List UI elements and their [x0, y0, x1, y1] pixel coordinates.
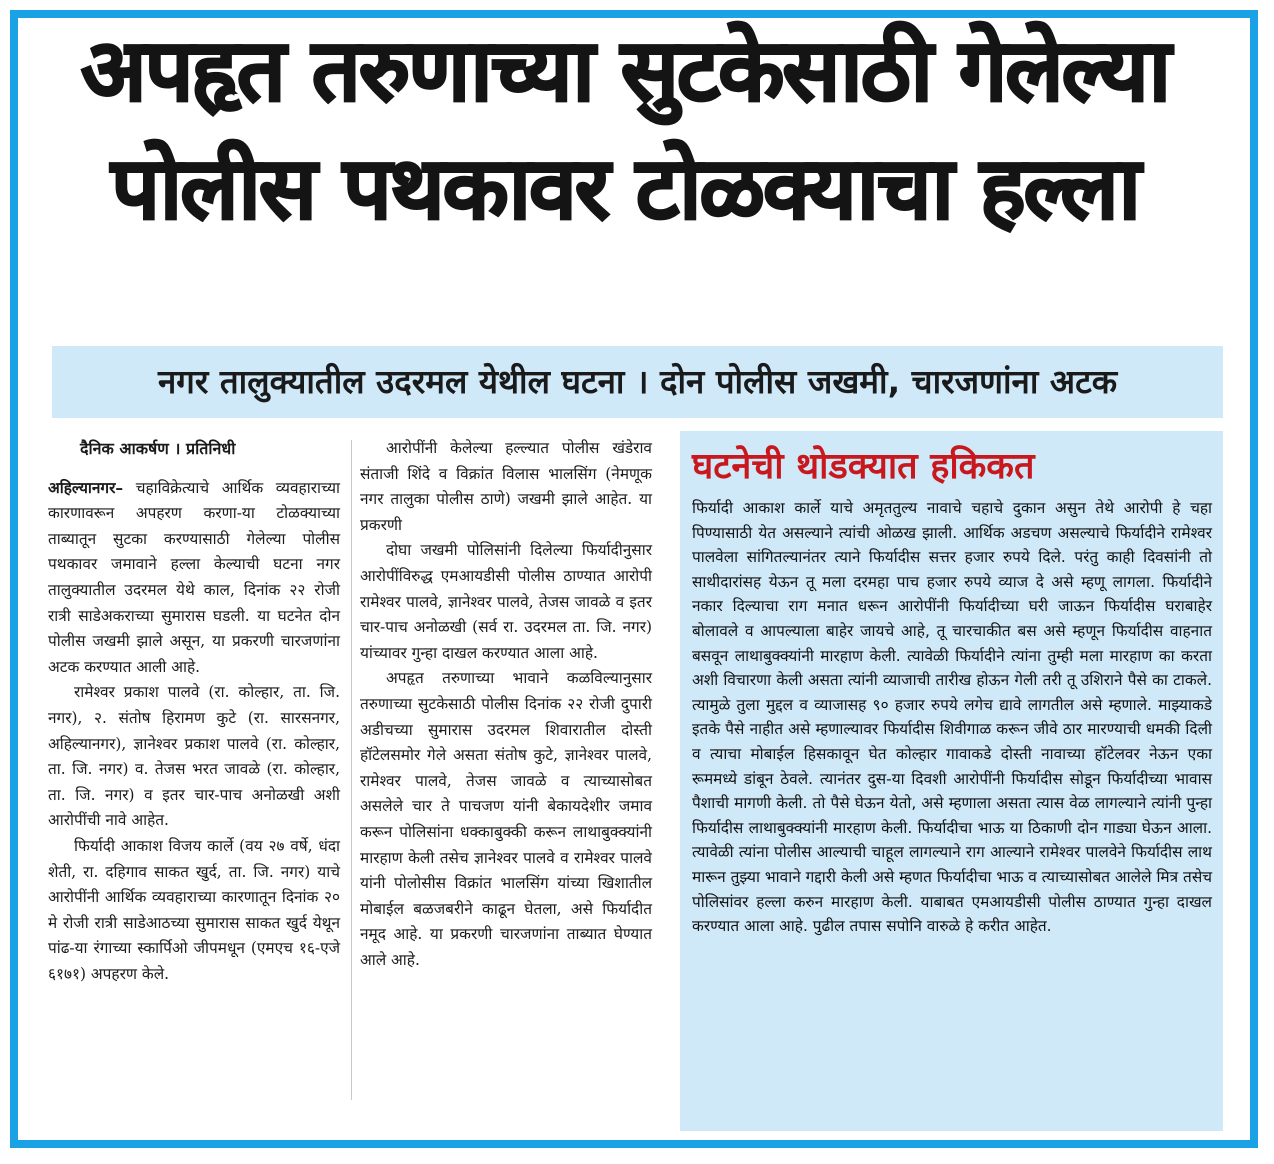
summary-box-title: घटनेची थोडक्यात हकिकत	[692, 446, 1035, 487]
subheadline: नगर तालुक्यातील उदरमल येथील घटना । दोन पोलीस जखमी, चारजणांना अटक	[157, 362, 1118, 401]
headline	[10, 12, 1240, 248]
article-paragraph-5: दोघा जखमी पोलिसांनी दिलेल्या फिर्यादीनुसार आरोपींविरुद्ध एमआयडीसी पोलीस ठाण्यात आरोपी रामेश्वर पालवे, ज्ञानेश्वर पालवे, तेजस जावळे व इतर चार-पाच अनोळखी (सर्व रा. उदरमल ता. जि. नगर) यांच्यावर गुन्हा दाखल करण्यात आला आहे.	[360, 541, 652, 662]
article-paragraph-2: रामेश्वर प्रकाश पालवे (रा. कोल्हार, ता. जि. नगर), २. संतोष हिरामण कुटे (रा. सारसनगर, अहिल्यानगर), ज्ञानेश्वर प्रकाश पालवे (रा. कोल्हार, ता. जि. नगर) व. तेजस भरत जावळे (रा. कोल्हार, ता. जि. नगर) व इतर चार-पाच अनोळखी अशी आरोपींची नावे आहेत.	[48, 683, 340, 830]
article-paragraph-3: फिर्यादी आकाश विजय कार्ले (वय २७ वर्षे, धंदा शेती, रा. दहिगाव साकत खुर्द, ता. जि. नगर) याचे आरोपींनी आर्थिक व्यवहाराच्या कारणातून दिनांक २० मे रोजी रात्री साडेआठच्या सुमारास साकत खुर्द येथून पांढ-या रंगाच्या स्कार्पिओ जीपमधून (एमएच १६-एजे ६१७१) अपहरण केले.	[48, 836, 340, 983]
headline-line-2: पोलीस पथकावर टोळक्याचा हल्ला	[111, 139, 1139, 239]
article-column-2	[360, 436, 652, 973]
article-column-1	[48, 436, 340, 987]
article-paragraph-6: अपहृत तरुणाच्या भावाने कळविल्यानुसार तरुणाच्या सुटकेसाठी पोलीस दिनांक २२ रोजी दुपारी अडीचच्या सुमारास उदरमल शिवारातील दोस्ती हॉटेलसमोर गेले असता संतोष कुटे, ज्ञानेश्वर पालवे, रामेश्वर पालवे, तेजस जावळे व त्याच्यासोबत असलेले चार ते पाचजण यांनी बेकायदेशीर जमाव करून पोलिसांना धक्काबुक्की करून लाथाबुक्क्यांनी मारहाण केली तसेच ज्ञानेश्वर पालवे व रामेश्वर पालवे यांनी पोलोसीस विक्रांत भालसिंग यांच्या खिशातील मोबाईल बळजबरीने काढून घेतला, असे फिर्यादीत नमूद आहे. या प्रकरणी चारजणांना ताब्यात घेण्यात आले आहे.	[360, 669, 652, 969]
byline: दैनिक आकर्षण । प्रतिनिधी	[80, 439, 236, 458]
summary-box-text: फिर्यादी आकाश कार्ले याचे अमृततुल्य नावाचे चहाचे दुकान असुन तेथे आरोपी हे चहा पिण्यासाठी येत असल्याने त्यांची ओळख झाली. आर्थिक अडचण असल्याचे फिर्यादीने रामेश्वर पालवेला सांगितल्यानंतर त्याने फिर्यादीस सत्तर हजार रुपये दिले. परंतु काही दिवसांनी तो साथीदारांसह येऊन तू मला दरमहा पाच हजार रुपये व्याज दे असे म्हणू लागला. फिर्यादीने नकार दिल्याचा राग मनात धरून आरोपींनी फिर्यादीच्या घरी जाऊन फिर्यादीस घराबाहेर बोलावले व आपल्याला बाहेर जायचे आहे, तू चारचाकीत बस असे म्हणून फिर्यादीस वाहनात बसवून लाथाबुक्क्यांनी मारहाण केली. त्यावेळी फिर्यादीने त्यांना तुम्ही मला मारहाण का करता अशी विचारणा केली असता त्यांनी व्याजाची तारीख होऊन गेली तरी तू उशिराने पैसे का टाकले. त्यामुळे तुला मुद्दल व व्याजासह ९० हजार रुपये लगेच द्यावे लागतील असे म्हणाले. माझ्याकडे इतके पैसे नाहीत असे म्हणाल्यावर फिर्यादीस शिवीगाळ करून जीवे ठार मारण्याची धमकी दिली व त्याचा मोबाईल हिसकावून घेत कोल्हार गावाकडे दोस्ती नावाच्या हॉटेलवर नेऊन एका रूममध्ये डांबून ठेवले. त्यानंतर दुस-या दिवशी आरोपींनी फिर्यादीस सोडून फिर्यादीच्या भावास पैशाची मागणी केली. तो पैसे घेऊन येतो, असे म्हणाला असता त्यास वेळ लागल्याने त्यांनी पुन्हा फिर्यादीस लाथाबुक्क्यांनी मारहाण केली. फिर्यादीचा भाऊ या ठिकाणी दोन गाड्या घेऊन आला. त्यावेळी त्यांना पोलीस आल्याची चाहूल लागल्याने राग आल्याने रामेश्वर पालवेने फिर्यादीस लाथ मारून तुझ्या भावाने गद्दारी केली असे म्हणत फिर्यादीचा भाऊ व त्याच्यासोबत आलेले मित्र तसेच पोलिसांवर हल्ला करुन मारहाण केली. याबाबत एमआयडीसी पोलीस ठाण्यात गुन्हा दाखल करण्यात आला आहे. पुढील तपास सपोनि वारुळे हे करीत आहेत.	[692, 499, 1212, 936]
article-paragraph-1	[48, 476, 340, 681]
dateline: अहिल्यानगर–	[48, 478, 124, 497]
article-paragraph-4: आरोपींनी केलेल्या हल्ल्यात पोलीस खंडेराव संताजी शिंदे व विक्रांत विलास भालसिंग (नेमणूक नगर तालुका पोलीस ठाणे) जखमी झाले आहेत. या प्रकरणी	[360, 439, 652, 534]
column-divider	[351, 440, 352, 1100]
headline-line-1: अपहृत तरुणाच्या सुटकेसाठी गेलेल्या	[80, 21, 1170, 121]
article-paragraph-1-text: चहाविक्रेत्याचे आर्थिक व्यवहाराच्या कारणावरून अपहरण करणा-या टोळक्याच्या ताब्यातून सुटका करण्यासाठी गेलेल्या पोलीस पथकावर जमावाने हल्ला केल्याची घटना नगर तालुक्यातील उदरमल येथे काल, दिनांक २२ रोजी रात्री साडेअकराच्या सुमारास घडली. या घटनेत दोन पोलीस जखमी झाले असून, या प्रकरणी चारजणांना अटक करण्यात आली आहे.	[48, 478, 340, 676]
